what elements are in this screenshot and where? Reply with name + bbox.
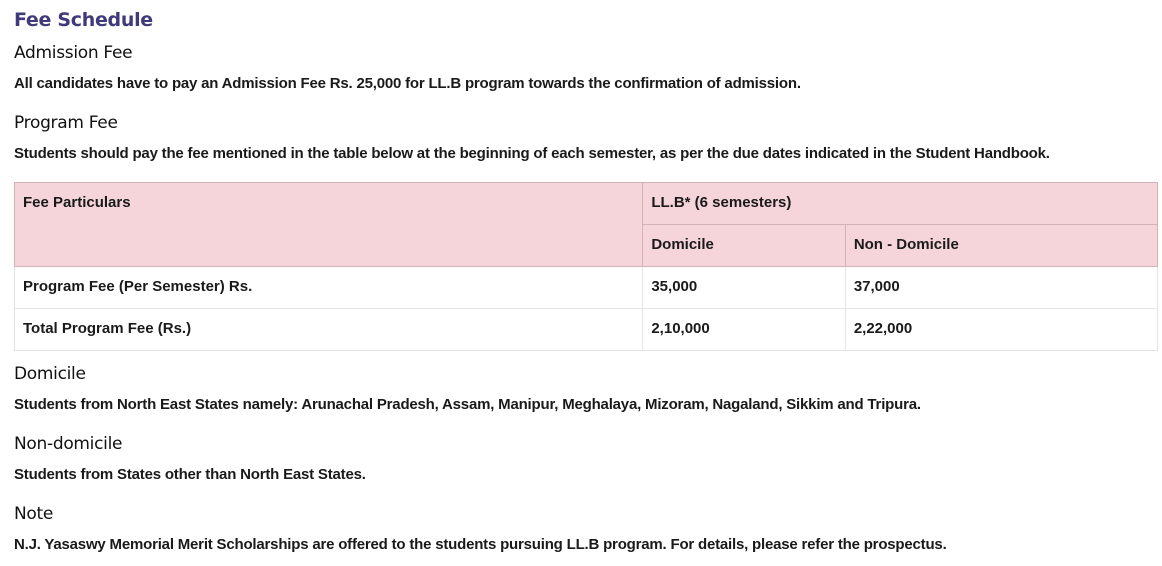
header-llb-program: LL.B* (6 semesters) (643, 183, 1158, 225)
program-fee-heading: Program Fee (14, 113, 118, 133)
header-non-domicile: Non - Domicile (845, 225, 1157, 267)
header-fee-particulars: Fee Particulars (15, 183, 643, 267)
admission-fee-heading: Admission Fee (14, 43, 133, 63)
non-domicile-value: 2,22,000 (845, 309, 1157, 351)
row-label: Program Fee (Per Semester) Rs. (15, 267, 643, 309)
non-domicile-heading: Non-domicile (14, 434, 123, 454)
table-row (15, 309, 1158, 351)
domicile-value: 2,10,000 (643, 309, 845, 351)
table-row (15, 267, 1158, 309)
domicile-heading: Domicile (14, 364, 86, 384)
note-text: N.J. Yasaswy Memorial Merit Scholarships are offered to the students pursuing LL.B program. For details, please refer the prospectus. (14, 536, 947, 553)
page-title: Fee Schedule (14, 9, 153, 31)
domicile-text: Students from North East States namely: Arunachal Pradesh, Assam, Manipur, Meghalaya, Mizoram, Nagaland, Sikkim and Tripura. (14, 396, 921, 413)
fee-table (14, 182, 1158, 351)
non-domicile-text: Students from States other than North East States. (14, 466, 366, 483)
header-domicile: Domicile (643, 225, 845, 267)
admission-fee-text: All candidates have to pay an Admission Fee Rs. 25,000 for LL.B program towards the confirmation of admission. (14, 75, 801, 92)
note-heading: Note (14, 504, 54, 524)
row-label: Total Program Fee (Rs.) (15, 309, 643, 351)
table-header-row (15, 183, 1158, 225)
program-fee-text: Students should pay the fee mentioned in the table below at the beginning of each semester, as per the due dates indicated in the Student Handbook. (14, 145, 1050, 162)
domicile-value: 35,000 (643, 267, 845, 309)
non-domicile-value: 37,000 (845, 267, 1157, 309)
